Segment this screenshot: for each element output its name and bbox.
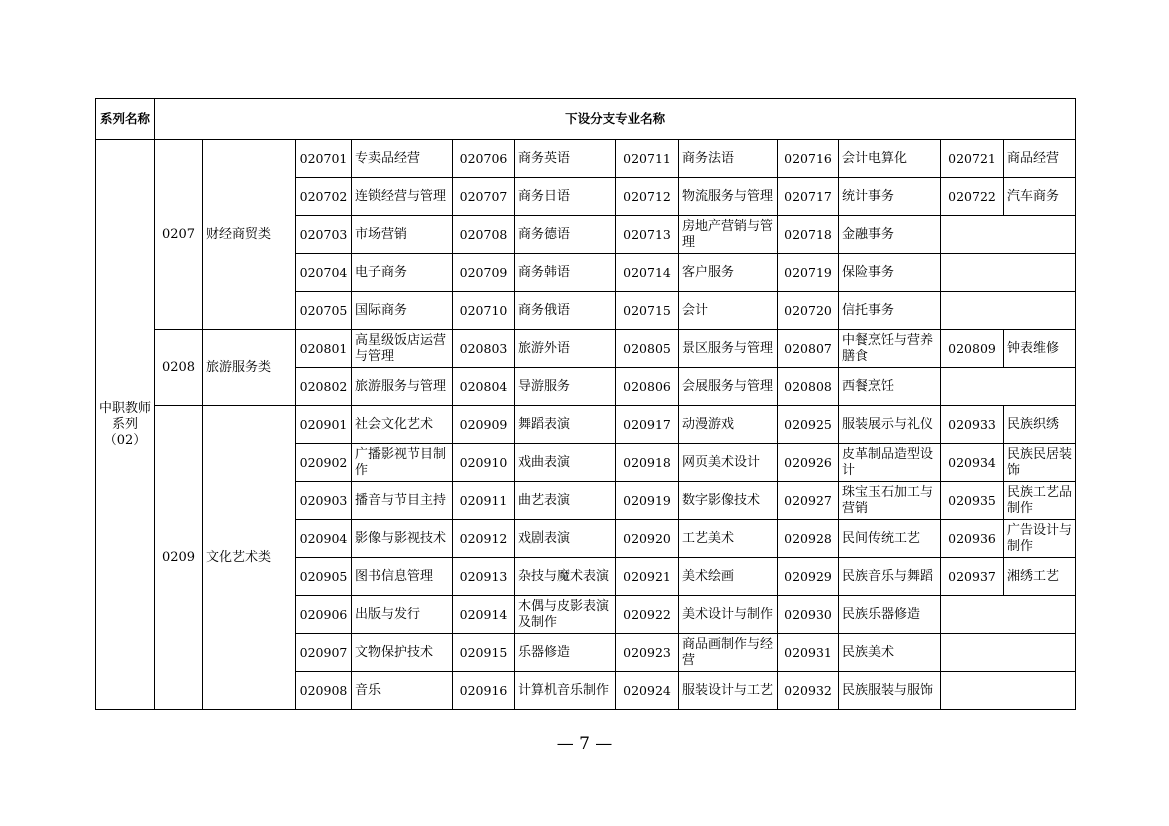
specialty-name: 皮革制品造型设计: [839, 444, 941, 482]
specialty-name: 房地产营销与管理: [679, 216, 778, 254]
specialty-code: 020933: [941, 406, 1004, 444]
specialty-code: 020905: [296, 558, 352, 596]
specialty-name: 戏剧表演: [515, 520, 616, 558]
specialty-code: 020909: [453, 406, 515, 444]
specialty-name: 景区服务与管理: [679, 330, 778, 368]
specialty-code: 020708: [453, 216, 515, 254]
specialty-code: 020807: [778, 330, 839, 368]
specialty-code: 020717: [778, 178, 839, 216]
empty-cell: [941, 216, 1076, 254]
specialty-code: 020929: [778, 558, 839, 596]
specialty-name: 市场营销: [352, 216, 453, 254]
specialty-code: 020707: [453, 178, 515, 216]
specialty-code: 020914: [453, 596, 515, 634]
specialty-code: 020703: [296, 216, 352, 254]
series-header: 系列名称: [96, 99, 155, 140]
specialty-name: 工艺美术: [679, 520, 778, 558]
specialty-name: 连锁经营与管理: [352, 178, 453, 216]
specialty-name: 商务德语: [515, 216, 616, 254]
specialty-name: 民间传统工艺: [839, 520, 941, 558]
specialty-code: 020721: [941, 140, 1004, 178]
specialty-code: 020720: [778, 292, 839, 330]
specialty-name: 商品画制作与经营: [679, 634, 778, 672]
empty-cell: [941, 292, 1076, 330]
specialty-name: 西餐烹饪: [839, 368, 941, 406]
page-number: — 7 —: [556, 734, 613, 754]
specialty-code: 020908: [296, 672, 352, 710]
specialty-name: 统计事务: [839, 178, 941, 216]
specialty-name: 民族民居装饰: [1004, 444, 1076, 482]
specialty-name: 会计电算化: [839, 140, 941, 178]
specialty-name: 物流服务与管理: [679, 178, 778, 216]
specialty-code: 020808: [778, 368, 839, 406]
specialty-code: 020920: [616, 520, 679, 558]
specialty-code: 020906: [296, 596, 352, 634]
specialty-code: 020923: [616, 634, 679, 672]
specialty-code: 020925: [778, 406, 839, 444]
specialty-code: 020802: [296, 368, 352, 406]
specialty-name: 乐器修造: [515, 634, 616, 672]
specialty-name: 商务俄语: [515, 292, 616, 330]
specialty-code: 020912: [453, 520, 515, 558]
category-code: 0209: [155, 406, 203, 710]
specialty-code: 020911: [453, 482, 515, 520]
specialty-code: 020705: [296, 292, 352, 330]
table-row: [96, 406, 1076, 444]
specialty-name: 中餐烹饪与营养膳食: [839, 330, 941, 368]
category-name: 文化艺术类: [203, 406, 296, 710]
specialty-name: 民族美术: [839, 634, 941, 672]
specialty-code: 020714: [616, 254, 679, 292]
specialty-name: 美术绘画: [679, 558, 778, 596]
specialty-code: 020935: [941, 482, 1004, 520]
specialty-name: 专卖品经营: [352, 140, 453, 178]
category-name: 财经商贸类: [203, 140, 296, 330]
specialty-name: 播音与节目主持: [352, 482, 453, 520]
specialty-code: 020922: [616, 596, 679, 634]
table-row: [96, 330, 1076, 368]
specialty-code: 020932: [778, 672, 839, 710]
specialty-code: 020806: [616, 368, 679, 406]
specialty-code: 020937: [941, 558, 1004, 596]
specialty-name: 广告设计与制作: [1004, 520, 1076, 558]
specialty-code: 020804: [453, 368, 515, 406]
specialty-code: 020926: [778, 444, 839, 482]
specialty-code: 020902: [296, 444, 352, 482]
specialty-code: 020919: [616, 482, 679, 520]
specialty-name: 民族工艺品制作: [1004, 482, 1076, 520]
specialty-name: 商务日语: [515, 178, 616, 216]
specialty-code: 020701: [296, 140, 352, 178]
specialty-name: 图书信息管理: [352, 558, 453, 596]
specialty-name: 高星级饭店运营与管理: [352, 330, 453, 368]
specialty-name: 客户服务: [679, 254, 778, 292]
specialty-code: 020916: [453, 672, 515, 710]
specialty-code: 020709: [453, 254, 515, 292]
specialty-code: 020718: [778, 216, 839, 254]
specialty-name: 曲艺表演: [515, 482, 616, 520]
specialty-name: 服装展示与礼仪: [839, 406, 941, 444]
specialty-name: 信托事务: [839, 292, 941, 330]
subspecialty-header: 下设分支专业名称: [155, 99, 1076, 140]
specialty-code: 020913: [453, 558, 515, 596]
specialty-name: 杂技与魔术表演: [515, 558, 616, 596]
specialty-name: 汽车商务: [1004, 178, 1076, 216]
specialty-name: 民族乐器修造: [839, 596, 941, 634]
specialty-code: 020706: [453, 140, 515, 178]
specialty-code: 020917: [616, 406, 679, 444]
specialty-name: 国际商务: [352, 292, 453, 330]
specialty-name: 商务法语: [679, 140, 778, 178]
specialty-name: 动漫游戏: [679, 406, 778, 444]
specialty-code: 020809: [941, 330, 1004, 368]
specialty-name: 民族音乐与舞蹈: [839, 558, 941, 596]
specialty-name: 旅游服务与管理: [352, 368, 453, 406]
specialty-name: 文物保护技术: [352, 634, 453, 672]
specialty-name: 旅游外语: [515, 330, 616, 368]
specialty-code: 020910: [453, 444, 515, 482]
specialty-name: 广播影视节目制作: [352, 444, 453, 482]
specialty-name: 影像与影视技术: [352, 520, 453, 558]
specialty-name: 金融事务: [839, 216, 941, 254]
specialty-code: 020903: [296, 482, 352, 520]
category-name: 旅游服务类: [203, 330, 296, 406]
specialty-code: 020711: [616, 140, 679, 178]
specialty-name: 商品经营: [1004, 140, 1076, 178]
empty-cell: [941, 254, 1076, 292]
empty-cell: [941, 596, 1076, 634]
specialty-name: 社会文化艺术: [352, 406, 453, 444]
empty-cell: [941, 672, 1076, 710]
specialty-code: 020719: [778, 254, 839, 292]
specialty-table: [95, 98, 1076, 710]
specialty-name: 美术设计与制作: [679, 596, 778, 634]
specialty-code: 020931: [778, 634, 839, 672]
specialty-name: 服装设计与工艺: [679, 672, 778, 710]
category-code: 0208: [155, 330, 203, 406]
specialty-code: 020716: [778, 140, 839, 178]
specialty-code: 020921: [616, 558, 679, 596]
specialty-code: 020915: [453, 634, 515, 672]
specialty-name: 民族织绣: [1004, 406, 1076, 444]
specialty-name: 保险事务: [839, 254, 941, 292]
specialty-code: 020930: [778, 596, 839, 634]
specialty-code: 020805: [616, 330, 679, 368]
specialty-name: 出版与发行: [352, 596, 453, 634]
empty-cell: [941, 368, 1076, 406]
specialty-code: 020901: [296, 406, 352, 444]
specialty-code: 020710: [453, 292, 515, 330]
specialty-code: 020803: [453, 330, 515, 368]
specialty-code: 020907: [296, 634, 352, 672]
specialty-code: 020704: [296, 254, 352, 292]
specialty-name: 珠宝玉石加工与营销: [839, 482, 941, 520]
specialty-code: 020924: [616, 672, 679, 710]
specialty-name: 民族服装与服饰: [839, 672, 941, 710]
specialty-name: 会计: [679, 292, 778, 330]
specialty-name: 商务韩语: [515, 254, 616, 292]
specialty-code: 020918: [616, 444, 679, 482]
specialty-name: 商务英语: [515, 140, 616, 178]
specialty-code: 020702: [296, 178, 352, 216]
specialty-name: 木偶与皮影表演及制作: [515, 596, 616, 634]
series-name-cell: 中职教师系列（02）: [96, 140, 155, 710]
category-code: 0207: [155, 140, 203, 330]
specialty-name: 湘绣工艺: [1004, 558, 1076, 596]
empty-cell: [941, 634, 1076, 672]
specialty-code: 020934: [941, 444, 1004, 482]
specialty-name: 会展服务与管理: [679, 368, 778, 406]
specialty-name: 导游服务: [515, 368, 616, 406]
specialty-name: 计算机音乐制作: [515, 672, 616, 710]
table-row: [96, 140, 1076, 178]
specialty-name: 数字影像技术: [679, 482, 778, 520]
specialty-code: 020713: [616, 216, 679, 254]
specialty-code: 020712: [616, 178, 679, 216]
specialty-code: 020928: [778, 520, 839, 558]
specialty-name: 钟表维修: [1004, 330, 1076, 368]
specialty-name: 网页美术设计: [679, 444, 778, 482]
specialty-name: 舞蹈表演: [515, 406, 616, 444]
specialty-code: 020801: [296, 330, 352, 368]
header-row: [96, 99, 1076, 140]
specialty-name: 音乐: [352, 672, 453, 710]
specialty-code: 020904: [296, 520, 352, 558]
specialty-code: 020936: [941, 520, 1004, 558]
specialty-name: 戏曲表演: [515, 444, 616, 482]
specialty-code: 020722: [941, 178, 1004, 216]
specialty-code: 020927: [778, 482, 839, 520]
specialty-name: 电子商务: [352, 254, 453, 292]
specialty-code: 020715: [616, 292, 679, 330]
